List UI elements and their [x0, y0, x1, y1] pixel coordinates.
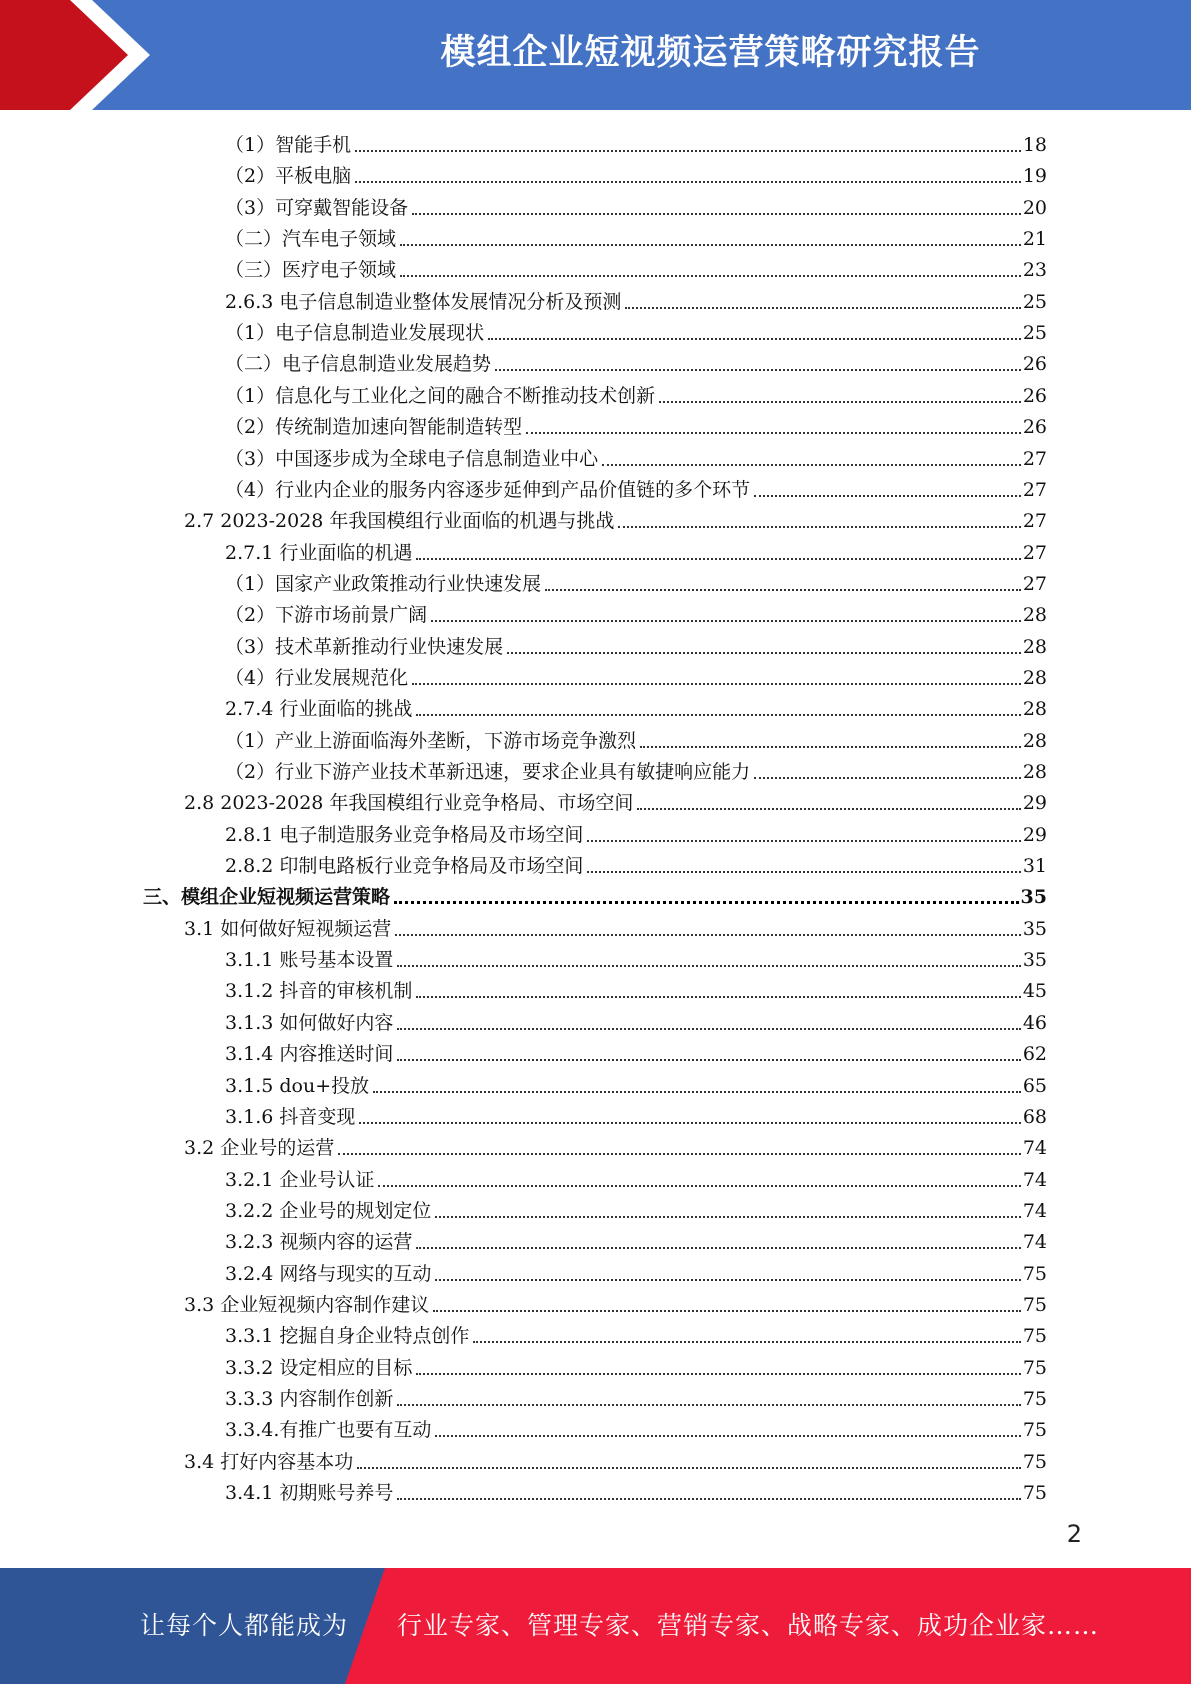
toc-leader-dots	[416, 558, 1020, 560]
toc-leader-dots	[416, 1373, 1020, 1375]
toc-leader-dots	[355, 150, 1021, 152]
toc-entry-label: 3.3.4.有推广也要有互动	[225, 1419, 432, 1442]
toc-entry-label: 3.3.2 设定相应的目标	[225, 1356, 413, 1379]
toc-entry[interactable]	[225, 220, 1047, 251]
toc-entry-page: 25	[1022, 322, 1047, 345]
toc-entry-label: 3.1 如何做好短视频运营	[184, 917, 392, 940]
toc-entry[interactable]	[225, 157, 1047, 188]
toc-entry-page: 75	[1022, 1388, 1047, 1410]
toc-entry[interactable]	[184, 784, 1047, 815]
toc-entry[interactable]	[184, 502, 1047, 533]
toc-entry[interactable]	[225, 189, 1047, 220]
toc-entry-label: （二）汽车电子领域	[225, 228, 397, 251]
footer-slogan-right: 行业专家、管理专家、营销专家、战略专家、成功企业家……	[397, 1611, 1100, 1640]
toc-entry-label: 2.6.3 电子信息制造业整体发展情况分析及预测	[225, 290, 622, 313]
toc-entry-page: 75	[1022, 1325, 1047, 1348]
toc-entry-page: 65	[1022, 1074, 1047, 1097]
toc-entry-label: 3.1.5 dou+投放	[225, 1074, 370, 1097]
toc-leader-dots	[416, 1247, 1020, 1249]
toc-leader-dots	[397, 1498, 1020, 1500]
toc-entry-page: 26	[1022, 416, 1047, 439]
toc-entry-label: 3.4 打好内容基本功	[184, 1450, 354, 1473]
toc-entry-label: 2.8.2 印制电路板行业竞争格局及市场空间	[225, 855, 584, 878]
toc-entry[interactable]	[225, 972, 1047, 1003]
toc-entry-label: （2）传统制造加速向智能制造转型	[225, 416, 523, 439]
toc-entry-page: 28	[1022, 635, 1047, 658]
toc-leader-dots	[488, 338, 1021, 340]
toc-entry-label: （3）中国逐步成为全球电子信息制造业中心	[225, 447, 599, 470]
toc-leader-dots	[637, 808, 1020, 810]
toc-entry-page: 68	[1022, 1105, 1047, 1128]
toc-entry[interactable]	[225, 377, 1047, 408]
toc-entry-page: 28	[1022, 666, 1047, 689]
toc-entry[interactable]	[225, 690, 1047, 721]
toc-entry-label: 3.3.3 内容制作创新	[225, 1388, 394, 1410]
toc-entry-page: 46	[1022, 1011, 1047, 1034]
toc-entry[interactable]	[225, 283, 1047, 314]
toc-entry[interactable]	[225, 1349, 1047, 1380]
toc-leader-dots	[355, 181, 1021, 183]
toc-leader-dots	[602, 464, 1021, 466]
toc-entry[interactable]	[225, 534, 1047, 565]
toc-entry-label: （1）智能手机	[225, 134, 352, 156]
page-number: 2	[1066, 1520, 1082, 1548]
toc-entry[interactable]	[225, 1035, 1047, 1066]
toc-entry-label: 3.2.1 企业号认证	[225, 1168, 375, 1191]
toc-entry[interactable]	[225, 1161, 1047, 1192]
toc-entry-label: （1）信息化与工业化之间的融合不断推动技术创新	[225, 384, 656, 407]
toc-entry-label: 3.2.2 企业号的规划定位	[225, 1199, 432, 1222]
toc-entry-page: 20	[1022, 196, 1047, 219]
toc-leader-dots	[545, 589, 1021, 591]
toc-entry-label: 3.1.3 如何做好内容	[225, 1011, 394, 1034]
toc-entry-page: 74	[1022, 1199, 1047, 1222]
toc-leader-dots	[587, 871, 1020, 873]
toc-leader-dots	[397, 1028, 1020, 1030]
toc-entry[interactable]	[225, 1380, 1047, 1411]
toc-entry-label: （3）技术革新推动行业快速发展	[225, 635, 504, 658]
toc-entry[interactable]	[225, 1255, 1047, 1286]
toc-entry-label: 三、模组企业短视频运营策略	[143, 886, 391, 909]
toc-entry-label: 2.7.1 行业面临的机遇	[225, 541, 413, 564]
toc-entry-label: 3.2.3 视频内容的运营	[225, 1231, 413, 1254]
toc-entry-page: 23	[1022, 259, 1047, 282]
toc-leader-dots	[435, 1435, 1020, 1437]
toc-entry[interactable]	[225, 1223, 1047, 1254]
toc-leader-dots	[412, 683, 1021, 685]
toc-entry-label: 3.1.2 抖音的审核机制	[225, 980, 413, 1003]
toc-leader-dots	[400, 244, 1021, 246]
toc-entry[interactable]	[184, 1443, 1047, 1474]
toc-entry-page: 75	[1022, 1482, 1047, 1505]
toc-leader-dots	[435, 1216, 1020, 1218]
toc-entry-page: 74	[1022, 1168, 1047, 1191]
toc-entry-page: 75	[1022, 1262, 1047, 1285]
toc-entry-label: 3.2 企业号的运营	[184, 1137, 335, 1160]
toc-entry[interactable]	[225, 471, 1047, 502]
toc-entry-page: 29	[1022, 792, 1047, 815]
toc-leader-dots	[397, 965, 1020, 967]
toc-entry[interactable]	[225, 345, 1047, 376]
toc-entry[interactable]	[225, 1098, 1047, 1129]
toc-leader-dots	[357, 1467, 1021, 1469]
toc-entry-label: （2）下游市场前景广阔	[225, 604, 428, 627]
toc-entry-label: （4）行业内企业的服务内容逐步延伸到产品价值链的多个环节	[225, 478, 751, 501]
toc-entry-label: （三）医疗电子领域	[225, 259, 397, 282]
toc-leader-dots	[395, 934, 1021, 936]
toc-entry[interactable]	[143, 878, 1047, 909]
toc-entry-page: 74	[1022, 1231, 1047, 1254]
toc-leader-dots	[431, 620, 1021, 622]
toc-entry-page: 27	[1022, 541, 1047, 564]
toc-entry-label: 3.3.1 挖掘自身企业特点创作	[225, 1325, 470, 1348]
toc-entry-label: 3.2.4 网络与现实的互动	[225, 1262, 432, 1285]
toc-entry-page: 26	[1022, 353, 1047, 376]
footer-slogan-left: 让每个人都能成为	[140, 1611, 349, 1640]
toc-entry[interactable]	[225, 1004, 1047, 1035]
toc-entry-page: 27	[1022, 572, 1047, 595]
toc-leader-dots	[754, 777, 1021, 779]
toc-entry[interactable]	[225, 816, 1047, 847]
toc-entry-label: （1）产业上游面临海外垄断，下游市场竞争激烈	[225, 729, 637, 752]
toc-entry[interactable]	[225, 408, 1047, 439]
toc-entry-page: 75	[1022, 1419, 1047, 1442]
toc-entry[interactable]	[225, 753, 1047, 784]
toc-entry-label: 2.8.1 电子制造服务业竞争格局及市场空间	[225, 823, 584, 846]
toc-entry-page: 75	[1022, 1450, 1047, 1473]
toc-leader-dots	[587, 840, 1020, 842]
page-footer	[0, 1568, 1191, 1684]
toc-entry-label: 2.7.4 行业面临的挑战	[225, 698, 413, 721]
toc-entry[interactable]	[225, 659, 1047, 690]
toc-entry[interactable]	[184, 1129, 1047, 1160]
toc-entry[interactable]	[225, 440, 1047, 471]
toc-entry-page: 27	[1022, 447, 1047, 470]
toc-entry-page: 28	[1022, 698, 1047, 721]
toc-entry-page: 21	[1022, 228, 1047, 251]
toc-entry-page: 27	[1022, 478, 1047, 501]
toc-entry-label: 2.8 2023-2028 年我国模组行业竞争格局、市场空间	[184, 792, 634, 815]
toc-leader-dots	[397, 1404, 1020, 1406]
toc-entry-label: 3.1.4 内容推送时间	[225, 1043, 394, 1066]
toc-entry[interactable]	[225, 722, 1047, 753]
toc-entry-page: 62	[1022, 1043, 1047, 1066]
toc-entry-label: 3.3 企业短视频内容制作建议	[184, 1293, 430, 1316]
toc-entry-label: （二）电子信息制造业发展趋势	[225, 353, 492, 376]
toc-entry[interactable]	[225, 1317, 1047, 1348]
toc-entry-label: （2）平板电脑	[225, 165, 352, 188]
toc-entry[interactable]	[184, 910, 1047, 941]
toc-entry-label: 3.1.1 账号基本设置	[225, 949, 394, 972]
toc-entry[interactable]	[225, 1192, 1047, 1223]
toc-leader-dots	[373, 1091, 1021, 1093]
toc-entry[interactable]	[225, 1474, 1047, 1505]
toc-entry-page: 28	[1022, 604, 1047, 627]
toc-entry-label: 3.1.6 抖音变现	[225, 1105, 356, 1128]
toc-entry-page: 45	[1022, 980, 1047, 1003]
toc-entry-page: 35	[1020, 886, 1047, 909]
toc-leader-dots	[473, 1341, 1020, 1343]
toc-entry-label: （3）可穿戴智能设备	[225, 196, 409, 219]
toc-entry-page: 25	[1022, 290, 1047, 313]
toc-leader-dots	[397, 1059, 1020, 1061]
toc-entry-page: 29	[1022, 823, 1047, 846]
toc-entry[interactable]	[225, 628, 1047, 659]
toc-entry-page: 28	[1022, 729, 1047, 752]
toc-leader-dots	[400, 275, 1021, 277]
toc-entry-page: 28	[1022, 761, 1047, 783]
toc-leader-dots	[412, 213, 1021, 215]
toc-leader-dots	[754, 495, 1021, 497]
toc-entry[interactable]	[225, 1067, 1047, 1098]
toc-entry-page: 31	[1022, 855, 1047, 878]
toc-entry-page: 26	[1022, 384, 1047, 407]
toc-entry-label: 2.7 2023-2028 年我国模组行业面临的机遇与挑战	[184, 510, 615, 533]
toc-entry-label: （1）电子信息制造业发展现状	[225, 322, 485, 345]
toc-entry-label: （2）行业下游产业技术革新迅速，要求企业具有敏捷响应能力	[225, 761, 751, 783]
toc-leader-dots	[416, 996, 1020, 998]
toc-entry[interactable]	[184, 1286, 1047, 1317]
toc-leader-dots	[416, 714, 1020, 716]
toc-entry-page: 18	[1022, 134, 1047, 156]
toc-entry-label: （1）国家产业政策推动行业快速发展	[225, 572, 542, 595]
toc-leader-dots	[338, 1153, 1021, 1155]
toc-leader-dots	[378, 1185, 1020, 1187]
toc-leader-dots	[507, 652, 1021, 654]
toc-entry-page: 74	[1022, 1137, 1047, 1160]
toc-leader-dots	[394, 901, 1019, 904]
toc-leader-dots	[640, 746, 1021, 748]
toc-leader-dots	[495, 369, 1021, 371]
toc-entry[interactable]	[225, 1411, 1047, 1442]
toc-leader-dots	[659, 401, 1021, 403]
toc-entry[interactable]	[225, 126, 1047, 157]
toc-entry-page: 35	[1022, 949, 1047, 972]
toc-leader-dots	[435, 1279, 1020, 1281]
toc-entry[interactable]	[225, 314, 1047, 345]
toc-leader-dots	[618, 526, 1020, 528]
toc-entry-page: 75	[1022, 1293, 1047, 1316]
toc-entry-label: 3.4.1 初期账号养号	[225, 1482, 394, 1505]
toc-entry-page: 35	[1022, 917, 1047, 940]
toc-entry[interactable]	[225, 847, 1047, 878]
toc-entry-page: 19	[1022, 165, 1047, 188]
page-header	[0, 0, 1191, 110]
toc-leader-dots	[625, 307, 1020, 309]
toc-entry-page: 75	[1022, 1356, 1047, 1379]
toc-entry[interactable]	[225, 251, 1047, 282]
toc-leader-dots	[359, 1122, 1020, 1124]
toc-entry-label: （4）行业发展规范化	[225, 666, 409, 689]
toc-entry[interactable]	[225, 941, 1047, 972]
report-title: 模组企业短视频运营策略研究报告	[440, 33, 981, 73]
toc-entry[interactable]	[225, 565, 1047, 596]
toc-entry[interactable]	[225, 596, 1047, 627]
toc-leader-dots	[433, 1310, 1021, 1312]
toc-entry-page: 27	[1022, 510, 1047, 533]
toc-leader-dots	[526, 432, 1021, 434]
